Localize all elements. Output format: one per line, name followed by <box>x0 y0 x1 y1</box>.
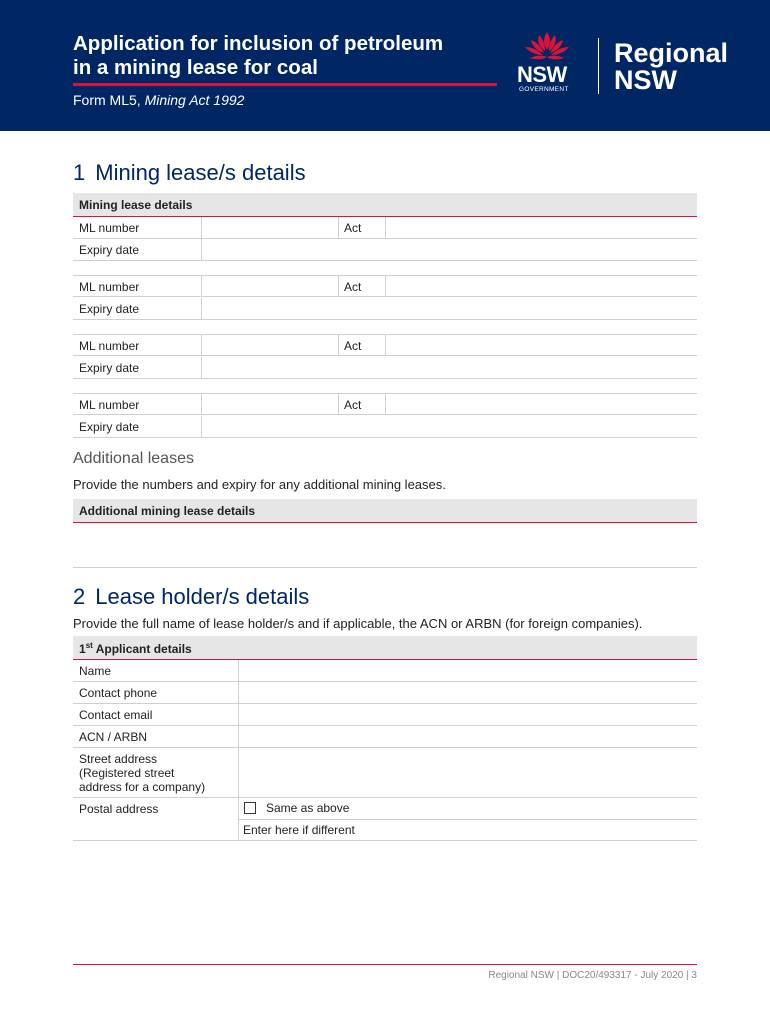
applicant-table-header <box>73 636 697 660</box>
expiry-date-label: Expiry date <box>79 361 140 375</box>
form-subtitle <box>73 92 244 108</box>
act-label: Act <box>344 339 362 353</box>
applicant-header-text: Applicant details <box>92 642 192 656</box>
ml-number-row <box>73 217 697 239</box>
footer-rule <box>73 964 697 965</box>
name-label: Name <box>79 664 112 678</box>
street-address-label-line-3: address for a company) <box>79 780 206 794</box>
ml-number-row <box>73 334 697 356</box>
nsw-government-logo <box>514 30 594 96</box>
contact-email-row <box>73 704 697 726</box>
postal-address-label: Postal address <box>79 802 159 816</box>
act-label: Act <box>344 280 362 294</box>
act-name: Mining Act 1992 <box>144 92 245 108</box>
waratah-icon <box>522 30 572 64</box>
nsw-wordmark: NSW <box>517 62 567 87</box>
mining-lease-table-header: Mining lease details <box>73 193 697 217</box>
same-as-above-checkbox[interactable] <box>244 802 256 814</box>
footer-text: Regional NSW | DOC20/493317 - July 2020 | 3 <box>488 970 697 981</box>
acn-arbn-label: ACN / ARBN <box>79 730 148 744</box>
section-1-heading <box>73 160 306 186</box>
street-address-row <box>73 748 697 798</box>
contact-phone-input[interactable] <box>239 682 697 703</box>
contact-phone-label: Contact phone <box>79 686 158 700</box>
ml-number-label: ML number <box>79 280 140 294</box>
title-line-2: in a mining lease for coal <box>73 56 318 79</box>
street-address-label-line-1: Street address <box>79 752 158 766</box>
section-2-heading <box>73 584 309 610</box>
contact-email-label: Contact email <box>79 708 153 722</box>
expiry-date-row <box>73 298 697 320</box>
ml-number-label: ML number <box>79 339 140 353</box>
additional-lease-details-field[interactable] <box>73 524 697 568</box>
additional-leases-instruction: Provide the numbers and expiry for any additional mining leases. <box>73 477 446 492</box>
act-input[interactable] <box>386 335 697 355</box>
lease-holder-instruction: Provide the full name of lease holder/s and if applicable, the ACN or ARBN (for foreign companies). <box>73 616 643 631</box>
applicant-ordinal: 1 <box>79 642 86 656</box>
ml-number-row <box>73 393 697 415</box>
page-title <box>73 32 503 80</box>
ml-number-label: ML number <box>79 221 140 235</box>
header-banner <box>0 0 770 131</box>
section-2-title: Lease holder/s details <box>95 584 310 609</box>
street-address-label-line-2: (Registered street <box>79 766 175 780</box>
street-address-input[interactable] <box>239 748 697 797</box>
acn-arbn-row <box>73 726 697 748</box>
additional-leases-heading: Additional leases <box>73 450 194 467</box>
contact-phone-row <box>73 682 697 704</box>
expiry-date-row <box>73 239 697 261</box>
regional-nsw-wordmark <box>614 40 728 94</box>
postal-address-row <box>73 798 697 841</box>
act-input[interactable] <box>386 276 697 296</box>
ml-number-input[interactable] <box>202 335 338 355</box>
regional-line-1: Regional <box>614 38 729 68</box>
expiry-date-row <box>73 357 697 379</box>
name-input[interactable] <box>239 660 697 681</box>
ml-number-input[interactable] <box>202 217 338 238</box>
section-1-title: Mining lease/s details <box>95 160 306 185</box>
government-wordmark: GOVERNMENT <box>519 86 569 93</box>
title-line-1: Application for inclusion of petroleum <box>73 32 444 55</box>
contact-email-input[interactable] <box>239 704 697 725</box>
acn-arbn-input[interactable] <box>239 726 697 747</box>
section-2-number: 2 <box>73 584 86 609</box>
street-address-label <box>79 752 205 794</box>
expiry-date-input[interactable] <box>202 416 697 437</box>
additional-lease-table-header: Additional mining lease details <box>73 499 697 523</box>
form-code: Form ML5, <box>73 92 141 108</box>
applicant-ordinal-suffix: st <box>85 641 93 650</box>
ml-number-label: ML number <box>79 398 140 412</box>
expiry-date-label: Expiry date <box>79 243 140 257</box>
expiry-date-label: Expiry date <box>79 302 140 316</box>
expiry-date-label: Expiry date <box>79 420 140 434</box>
ml-number-row <box>73 275 697 297</box>
act-label: Act <box>344 398 362 412</box>
ml-number-input[interactable] <box>202 276 338 296</box>
act-input[interactable] <box>386 217 697 238</box>
section-1-number: 1 <box>73 160 86 185</box>
name-row <box>73 660 697 682</box>
title-underline <box>73 83 497 86</box>
regional-line-2: NSW <box>614 65 677 95</box>
act-input[interactable] <box>386 394 697 414</box>
expiry-date-input[interactable] <box>202 239 697 260</box>
act-label: Act <box>344 221 362 235</box>
enter-if-different-label: Enter here if different <box>243 823 355 837</box>
logo-divider <box>598 38 599 94</box>
ml-number-input[interactable] <box>202 394 338 414</box>
expiry-date-row <box>73 416 697 438</box>
expiry-date-input[interactable] <box>202 357 697 378</box>
same-as-above-label: Same as above <box>266 801 350 815</box>
expiry-date-input[interactable] <box>202 298 697 319</box>
